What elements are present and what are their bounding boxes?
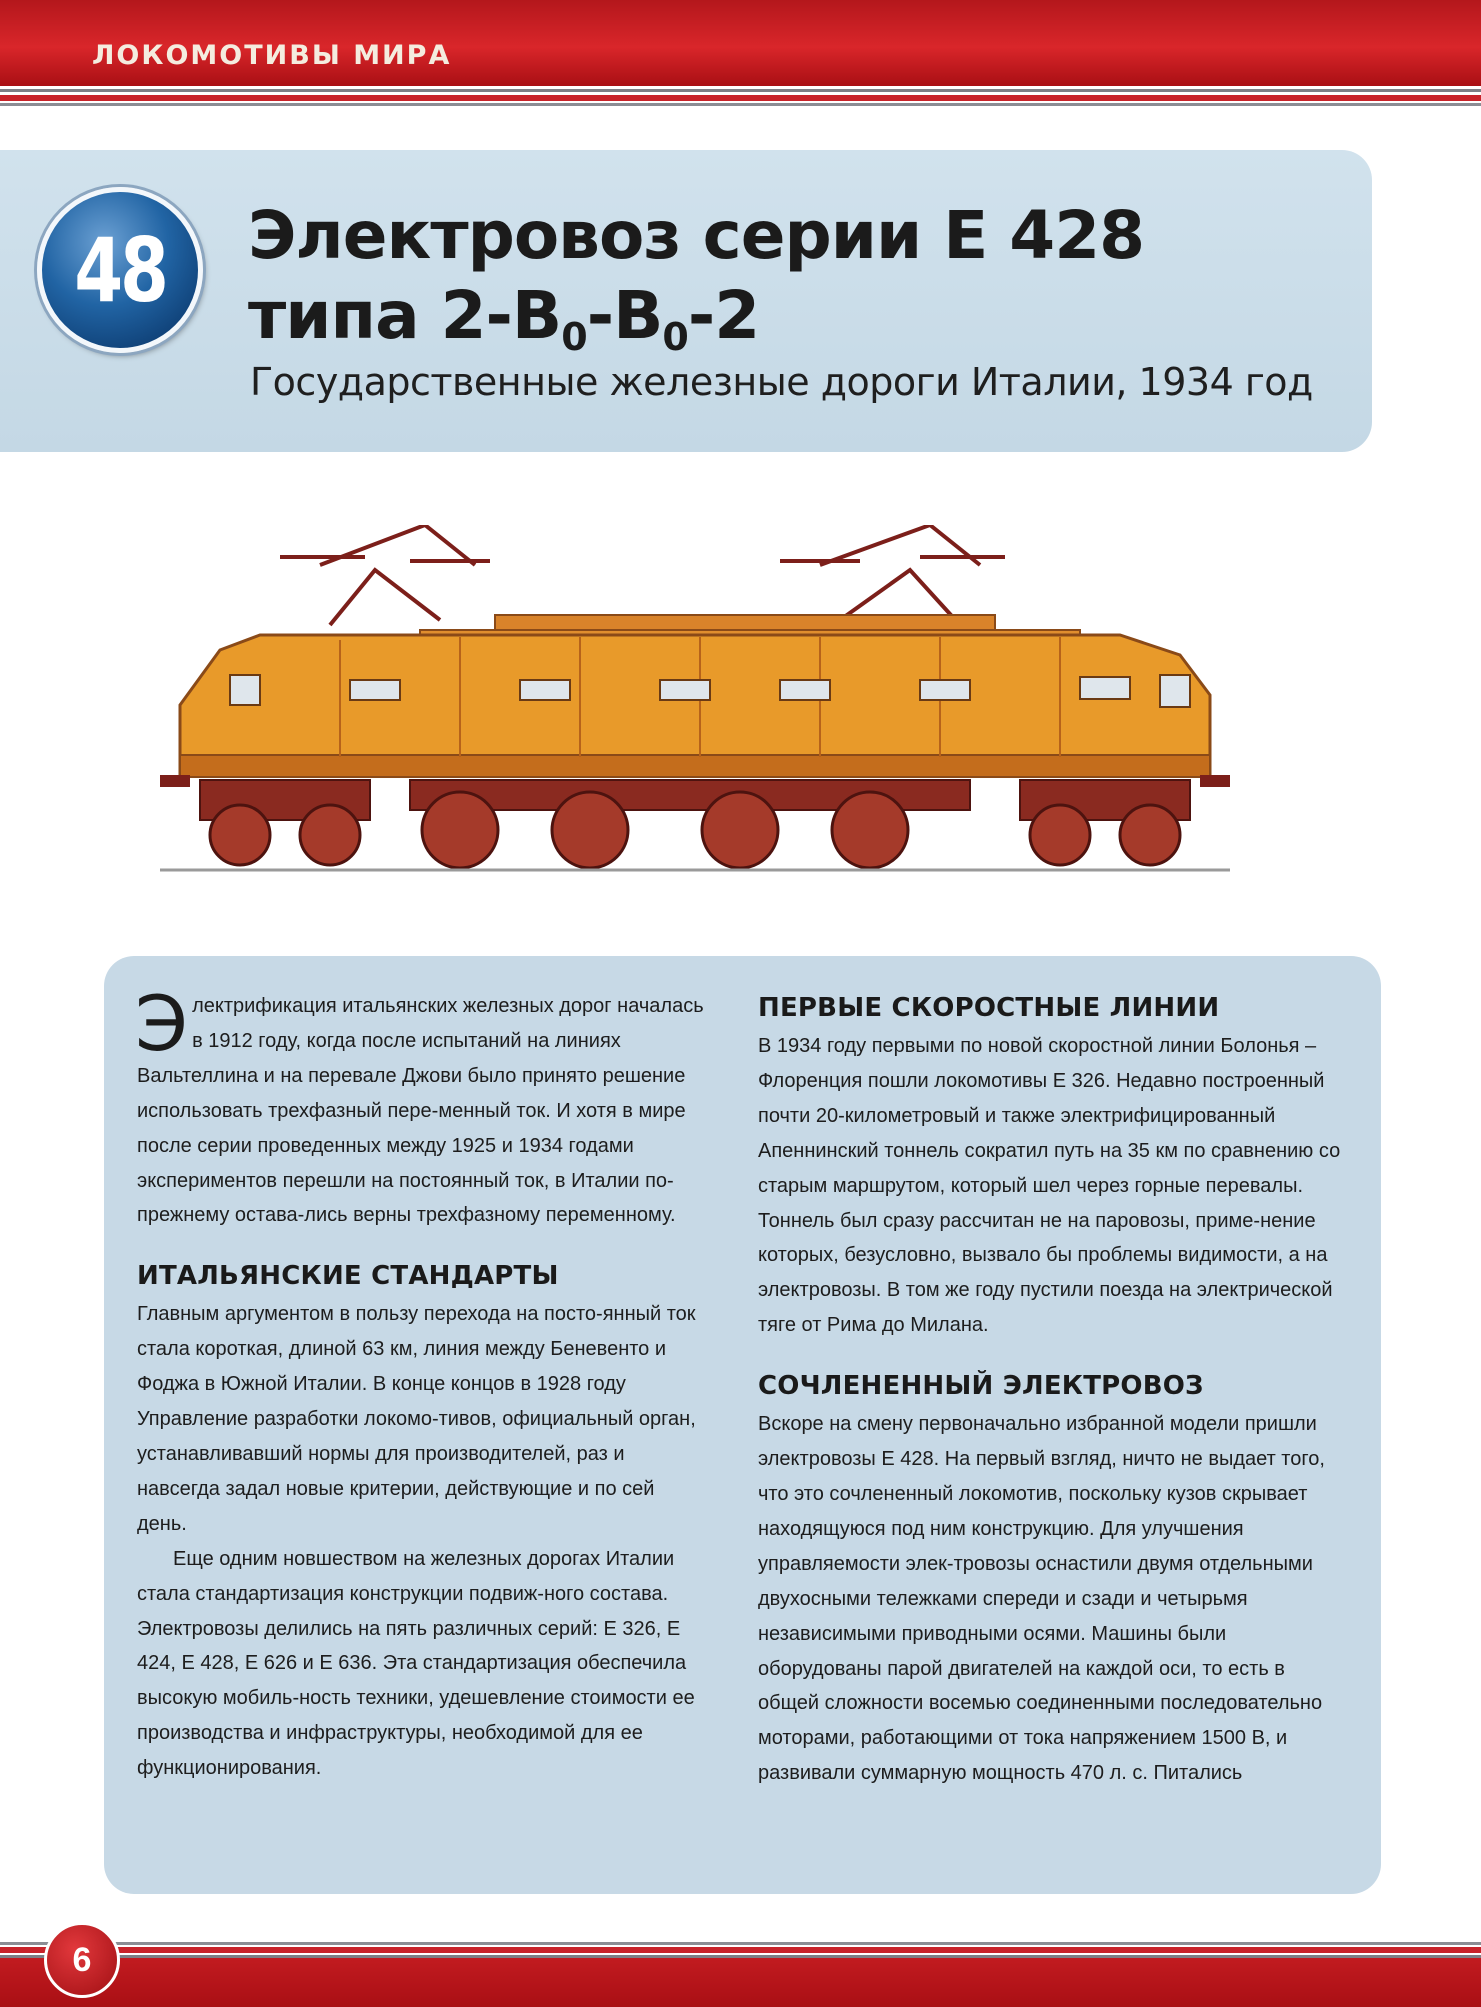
- electric-locomotive-illustration: [160, 525, 1330, 885]
- page-title: [248, 196, 1144, 377]
- paragraph-standards-2: Еще одним новшеством на железных дорогах Италии стала стандартизация конструкции подвиж-ного состава. Электровозы делились на пять различных серий: Е 326, Е 424, Е 428, Е 626 и Е 636. Эта стандартизация обеспечила высокую мобиль-ность техники, удешевление стоимости ее производства и инфраструктуры, необходимой для ее функционирования.: [137, 1547, 695, 1780]
- issue-number-badge: [37, 187, 203, 353]
- page-number-badge: [44, 1922, 120, 1998]
- heading-first-high-speed-lines: ПЕРВЫЕ СКОРОСТНЫЕ ЛИНИИ: [758, 993, 1220, 1023]
- article-left-column: [135, 979, 707, 1786]
- paragraph-articulated: Вскоре на смену первоначально избранной модели пришли электровозы Е 428. На первый взгляд, ничто не выдает того, что это сочлененный локомотив, поскольку кузов скрывает находящуюся под ним конструкцию. Для улучшения управляемости элек-тровозы оснастили двумя отдельными двухосными тележками спереди и сзади и четырьмя независимыми приводными осями. Машины были оборудованы парой двигателей на каждой оси, то есть в общей сложности восемью соединенными последовательно моторами, работающими от тока напряжением 1500 В, и развивали суммарную мощность 470 л. с. Питались: [758, 1413, 1325, 1785]
- heading-articulated-locomotive: СОЧЛЕНЕННЫЙ ЭЛЕКТРОВОЗ: [758, 1371, 1204, 1402]
- paragraph-standards-1: Главным аргументом в пользу перехода на посто-янный ток стала короткая, длиной 63 км, линия между Беневенто и Фоджа в Южной Италии. В конце концов в 1928 году Управление разработки локомо-тивов, официальный орган, устанавливавший нормы для производителей, раз и навсегда задал новые критерии, действующие и по сей день.: [137, 1303, 696, 1535]
- bottom-stripes: [0, 1940, 1481, 1958]
- paragraph-high-speed: В 1934 году первыми по новой скоростной линии Болонья – Флоренция пошли локомотивы Е 326. Недавно построенный почти 20-километровый и также электрифицированный Апеннинский тоннель сократил путь на 35 км по сравнению со старым маршрутом, который шел через горные перевалы. Тоннель был сразу рассчитан не на паровозы, приме-нение которых, безусловно, вызвало бы проблемы видимости, а на электровозы. В том же году пустили поезда на электрической тяге от Рима до Милана.: [758, 1035, 1341, 1337]
- page-number: 6: [72, 1940, 92, 1979]
- top-stripes: [0, 86, 1481, 108]
- pantograph-right: [780, 525, 1005, 625]
- article-right-column: [758, 987, 1348, 1791]
- heading-italian-standards: ИТАЛЬЯНСКИЕ СТАНДАРТЫ: [137, 1261, 559, 1292]
- pantograph-left: [280, 525, 490, 625]
- issue-number: 48: [74, 218, 166, 322]
- title-line-1: Электровоз серии Е 428: [248, 197, 1145, 274]
- title-line-2: типа $2-В_0-В_0-2$: [248, 277, 760, 359]
- section-label: ЛОКОМОТИВЫ МИРА: [92, 40, 452, 71]
- page-subtitle: Государственные железные дороги Италии, 1934 год: [250, 360, 1313, 404]
- drop-cap: Э: [135, 979, 189, 1068]
- intro-paragraph: Электрификация итальянских железных дорог началась в 1912 году, когда после испытаний на линиях Вальтеллина и на перевале Джови было принято решение использовать трехфазный пере-менный ток. И хотя в мире после серии проведенных между 1925 и 1934 годами экспериментов перешли на постоянный ток, в Италии по-прежнему остава-лись верны трехфазному переменному.: [135, 979, 704, 1227]
- bottom-banner: [0, 1958, 1481, 2007]
